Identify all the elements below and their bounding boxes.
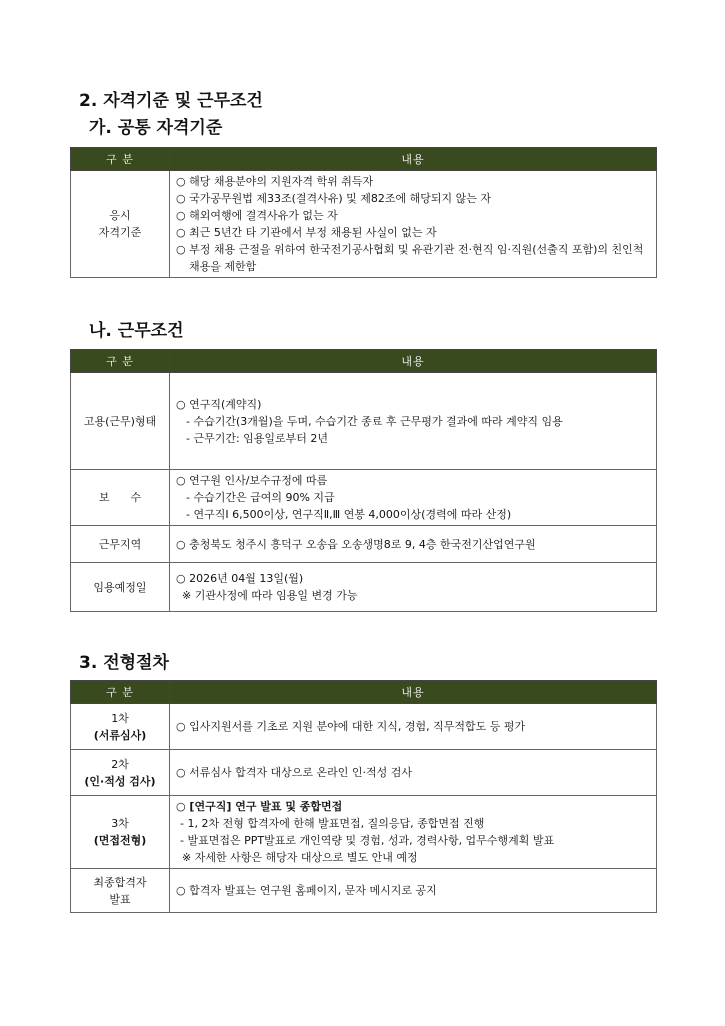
selection-process-table (70, 680, 657, 913)
list-item: ○ 부정 채용 근절을 위하여 한국전기공사협회 및 유관기관 전·현직 임·직원(선출직 포함)의 친인척 채용을 제한함 (176, 243, 644, 273)
row-label-eligibility: 응시 자격기준 (71, 171, 170, 278)
list-item: ○ 국가공무원법 제33조(결격사유) 및 제82조에 해당되지 않는 자 (176, 192, 492, 205)
row-label-stage-1: 1차 (서류심사) (71, 704, 170, 750)
final-announcement-content: ○ 합격자 발표는 연구원 홈페이지, 문자 메시지로 공지 (170, 869, 657, 913)
list-item: ○ 해외여행에 결격사유가 없는 자 (176, 209, 338, 222)
row-label-final-announcement: 최종합격자 발표 (71, 869, 170, 913)
row-label-salary: 보 수 (71, 470, 170, 526)
table-header-content: 내용 (170, 148, 657, 171)
row-label-employment-type: 고용(근무)형태 (71, 373, 170, 470)
section-2-title: 2. 자격기준 및 근무조건 (79, 91, 263, 111)
work-location-content: ○ 충청북도 청주시 흥덕구 오송읍 오송생명8로 9, 4층 한국전기산업연구원 (170, 526, 657, 563)
working-conditions-table (70, 349, 657, 612)
stage-1-content: ○ 입사지원서를 기초로 지원 분야에 대한 지식, 경험, 직무적합도 등 평가 (170, 704, 657, 750)
table-header-category: 구 분 (71, 681, 170, 704)
table-header-content: 내용 (170, 350, 657, 373)
row-label-start-date: 임용예정일 (71, 563, 170, 612)
list-item: ○ 최근 5년간 타 기관에서 부정 채용된 사실이 없는 자 (176, 226, 437, 239)
section-2a-title: 가. 공통 자격기준 (89, 118, 223, 138)
qualification-table (70, 147, 657, 278)
table-header-category: 구 분 (71, 148, 170, 171)
salary-content: ○ 연구원 인사/보수규정에 따름 - 수습기간은 급여의 90% 지급 - 연구직Ⅰ 6,500이상, 연구직Ⅱ,Ⅲ 연봉 4,000이상(경력에 따라 산정) (170, 470, 657, 526)
list-item: ○ 해당 채용분야의 지원자격 학위 취득자 (176, 175, 374, 188)
table-header-content: 내용 (170, 681, 657, 704)
section-3-title: 3. 전형절차 (79, 653, 169, 673)
employment-type-content: ○ 연구직(계약직) - 수습기간(3개월)을 두며, 수습기간 종료 후 근무평가 결과에 따라 계약직 임용 - 근무기간: 임용일로부터 2년 (170, 373, 657, 470)
row-label-stage-3: 3차 (면접전형) (71, 796, 170, 869)
row-label-stage-2: 2차 (인·적성 검사) (71, 750, 170, 796)
section-2b-title: 나. 근무조건 (89, 321, 184, 341)
start-date-content: ○ 2026년 04월 13일(월) ※ 기관사정에 따라 임용일 변경 가능 (170, 563, 657, 612)
row-label-work-location: 근무지역 (71, 526, 170, 563)
stage-2-content: ○ 서류심사 합격자 대상으로 온라인 인·적성 검사 (170, 750, 657, 796)
eligibility-list (170, 171, 657, 278)
stage-3-content: ○ [연구직] 연구 발표 및 종합면접 - 1, 2차 전형 합격자에 한해 발표면접, 질의응답, 종합면접 진행 - 발표면접은 PPT발표로 개인역량 및 경험, 성과, 경력사항, 업무수행계획 발표 ※ 자세한 사항은 해당자 대상으로 별도 안내 예정 (170, 796, 657, 869)
table-header-category: 구 분 (71, 350, 170, 373)
